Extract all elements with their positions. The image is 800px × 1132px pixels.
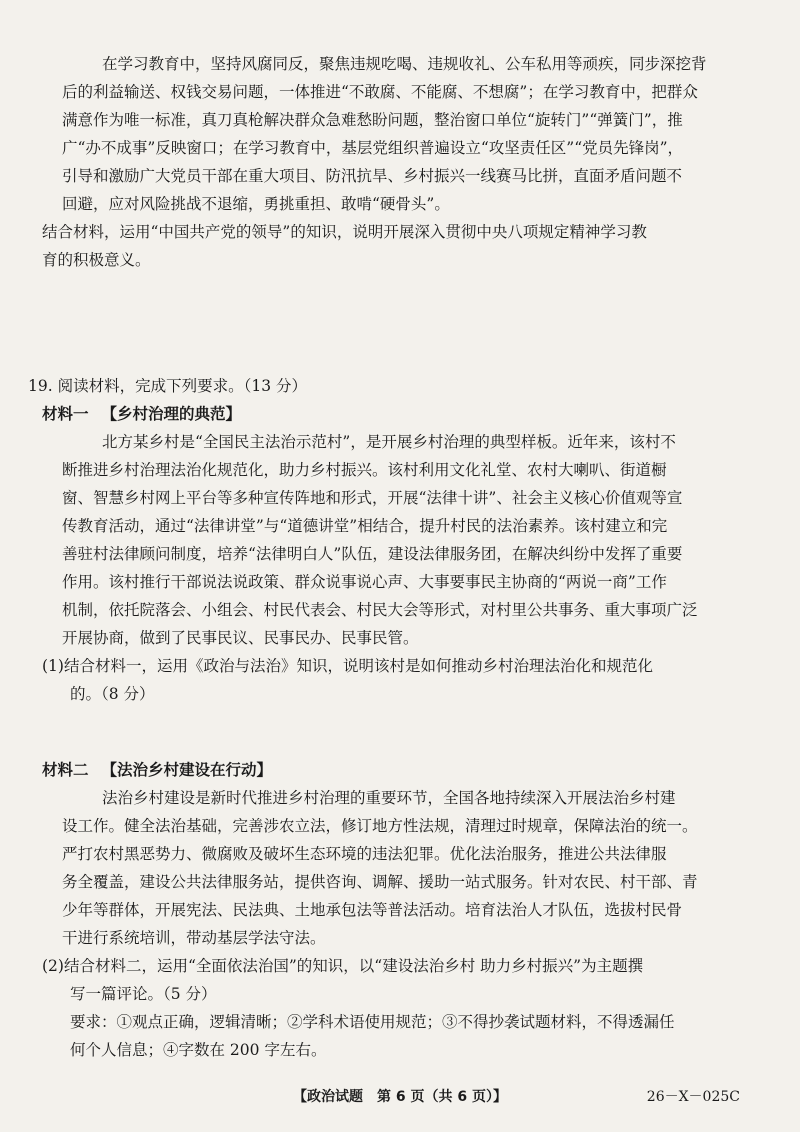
material1-label: 材料一 [42, 405, 89, 423]
text-line: (1)结合材料一，运用《政治与法治》知识，说明该村是如何推动乡村治理法治化和规范化 [42, 657, 653, 675]
text-line: 满意作为唯一标准，真刀真枪解决群众急难愁盼问题，整治窗口单位“旋转门”“弹簧门”，推 [62, 111, 683, 129]
text-line: 广“办不成事”反映窗口；在学习教育中，基层党组织普遍设立“攻坚责任区”“党员先锋岗”， [62, 139, 684, 157]
text-line: 法治乡村建设是新时代推进乡村治理的重要环节，全国各地持续深入开展法治乡村建 [102, 789, 676, 807]
text-line: 作用。该村推行干部说法说政策、群众说事说心声、大事要事民主协商的“两说一商”工作 [62, 573, 667, 591]
page-footer: 【政治试题 第 6 页（共 6 页）】 [293, 1089, 507, 1105]
requirements [70, 1008, 742, 1064]
text-line: 开展协商，做到了民事民议、民事民办、民事民管。 [62, 629, 419, 647]
text-line: 要求：①观点正确，逻辑清晰；②学科术语使用规范；③不得抄袭试题材料，不得透漏任 [70, 1013, 675, 1031]
material2-label: 材料二 [42, 761, 89, 779]
q19-stem: 19. 阅读材料，完成下列要求。（13 分） [28, 377, 307, 395]
material2-body [62, 784, 742, 952]
text-line: 窗、智慧乡村网上平台等多种宣传阵地和形式，开展“法律十讲”、社会主义核心价值观等宣 [62, 489, 683, 507]
text-line: 机制，依托院落会、小组会、村民代表会、村民大会等形式，对村里公共事务、重大事项广泛 [62, 601, 698, 619]
text-line: 育的积极意义。 [42, 251, 151, 269]
text-line: 干进行系统培训，带动基层学法守法。 [62, 929, 326, 947]
material1-title: 【乡村治理的典范】 [101, 405, 241, 423]
material2-heading [42, 756, 272, 784]
text-line: 北方某乡村是“全国民主法治示范村”，是开展乡村治理的典型样板。近年来，该村不 [102, 433, 676, 451]
text-line: 少年等群体，开展宪法、民法典、土地承包法等普法活动。培育法治人才队伍，选拔村民骨 [62, 901, 683, 919]
material1-body [62, 428, 742, 652]
text-line: 善驻村法律顾问制度，培养“法律明白人”队伍，建设法律服务团，在解决纠纷中发挥了重要 [62, 545, 683, 563]
text-line: 断推进乡村治理法治化规范化，助力乡村振兴。该村利用文化礼堂、农村大喇叭、街道橱 [62, 461, 667, 479]
text-line: 引导和激励广大党员干部在重大项目、防汛抗旱、乡村振兴一线赛马比拼，直面矛盾问题不 [62, 167, 683, 185]
paper-code: 26－X－025C [646, 1089, 740, 1105]
text-line: 务全覆盖，建设公共法律服务站，提供咨询、调解、援助一站式服务。针对农民、村干部、青 [62, 873, 698, 891]
text-line: 何个人信息；④字数在 200 字左右。 [70, 1041, 327, 1059]
text-line: 后的利益输送、权钱交易问题，一体推进“不敢腐、不能腐、不想腐”；在学习教育中，把群众 [62, 83, 698, 101]
q18-material [62, 50, 742, 218]
text-line: 的。（8 分） [70, 685, 155, 703]
text-line: 回避，应对风险挑战不退缩，勇挑重担、敢啃“硬骨头”。 [62, 195, 450, 213]
text-line: 传教育活动，通过“法律讲堂”与“道德讲堂”相结合，提升村民的法治素养。该村建立和完 [62, 517, 668, 535]
sub-question-1 [42, 652, 742, 708]
text-line: 在学习教育中，坚持风腐同反，聚焦违规吃喝、违规收礼、公车私用等顽疾，同步深挖背 [102, 55, 707, 73]
text-line: 结合材料，运用“中国共产党的领导”的知识，说明开展深入贯彻中央八项规定精神学习教 [42, 223, 647, 241]
material2-title: 【法治乡村建设在行动】 [101, 761, 272, 779]
material1-heading [42, 400, 241, 428]
text-line: 设工作。健全法治基础，完善涉农立法，修订地方性法规，清理过时规章，保障法治的统一。 [62, 817, 698, 835]
text-line: (2)结合材料二，运用“全面依法治国”的知识，以“建设法治乡村 助力乡村振兴”为主题撰 [42, 957, 644, 975]
text-line: 严打农村黑恶势力、微腐败及破坏生态环境的违法犯罪。优化法治服务，推进公共法律服 [62, 845, 667, 863]
text-line: 写一篇评论。（5 分） [70, 985, 217, 1003]
q18-question [42, 218, 742, 274]
sub-question-2 [42, 952, 742, 1008]
